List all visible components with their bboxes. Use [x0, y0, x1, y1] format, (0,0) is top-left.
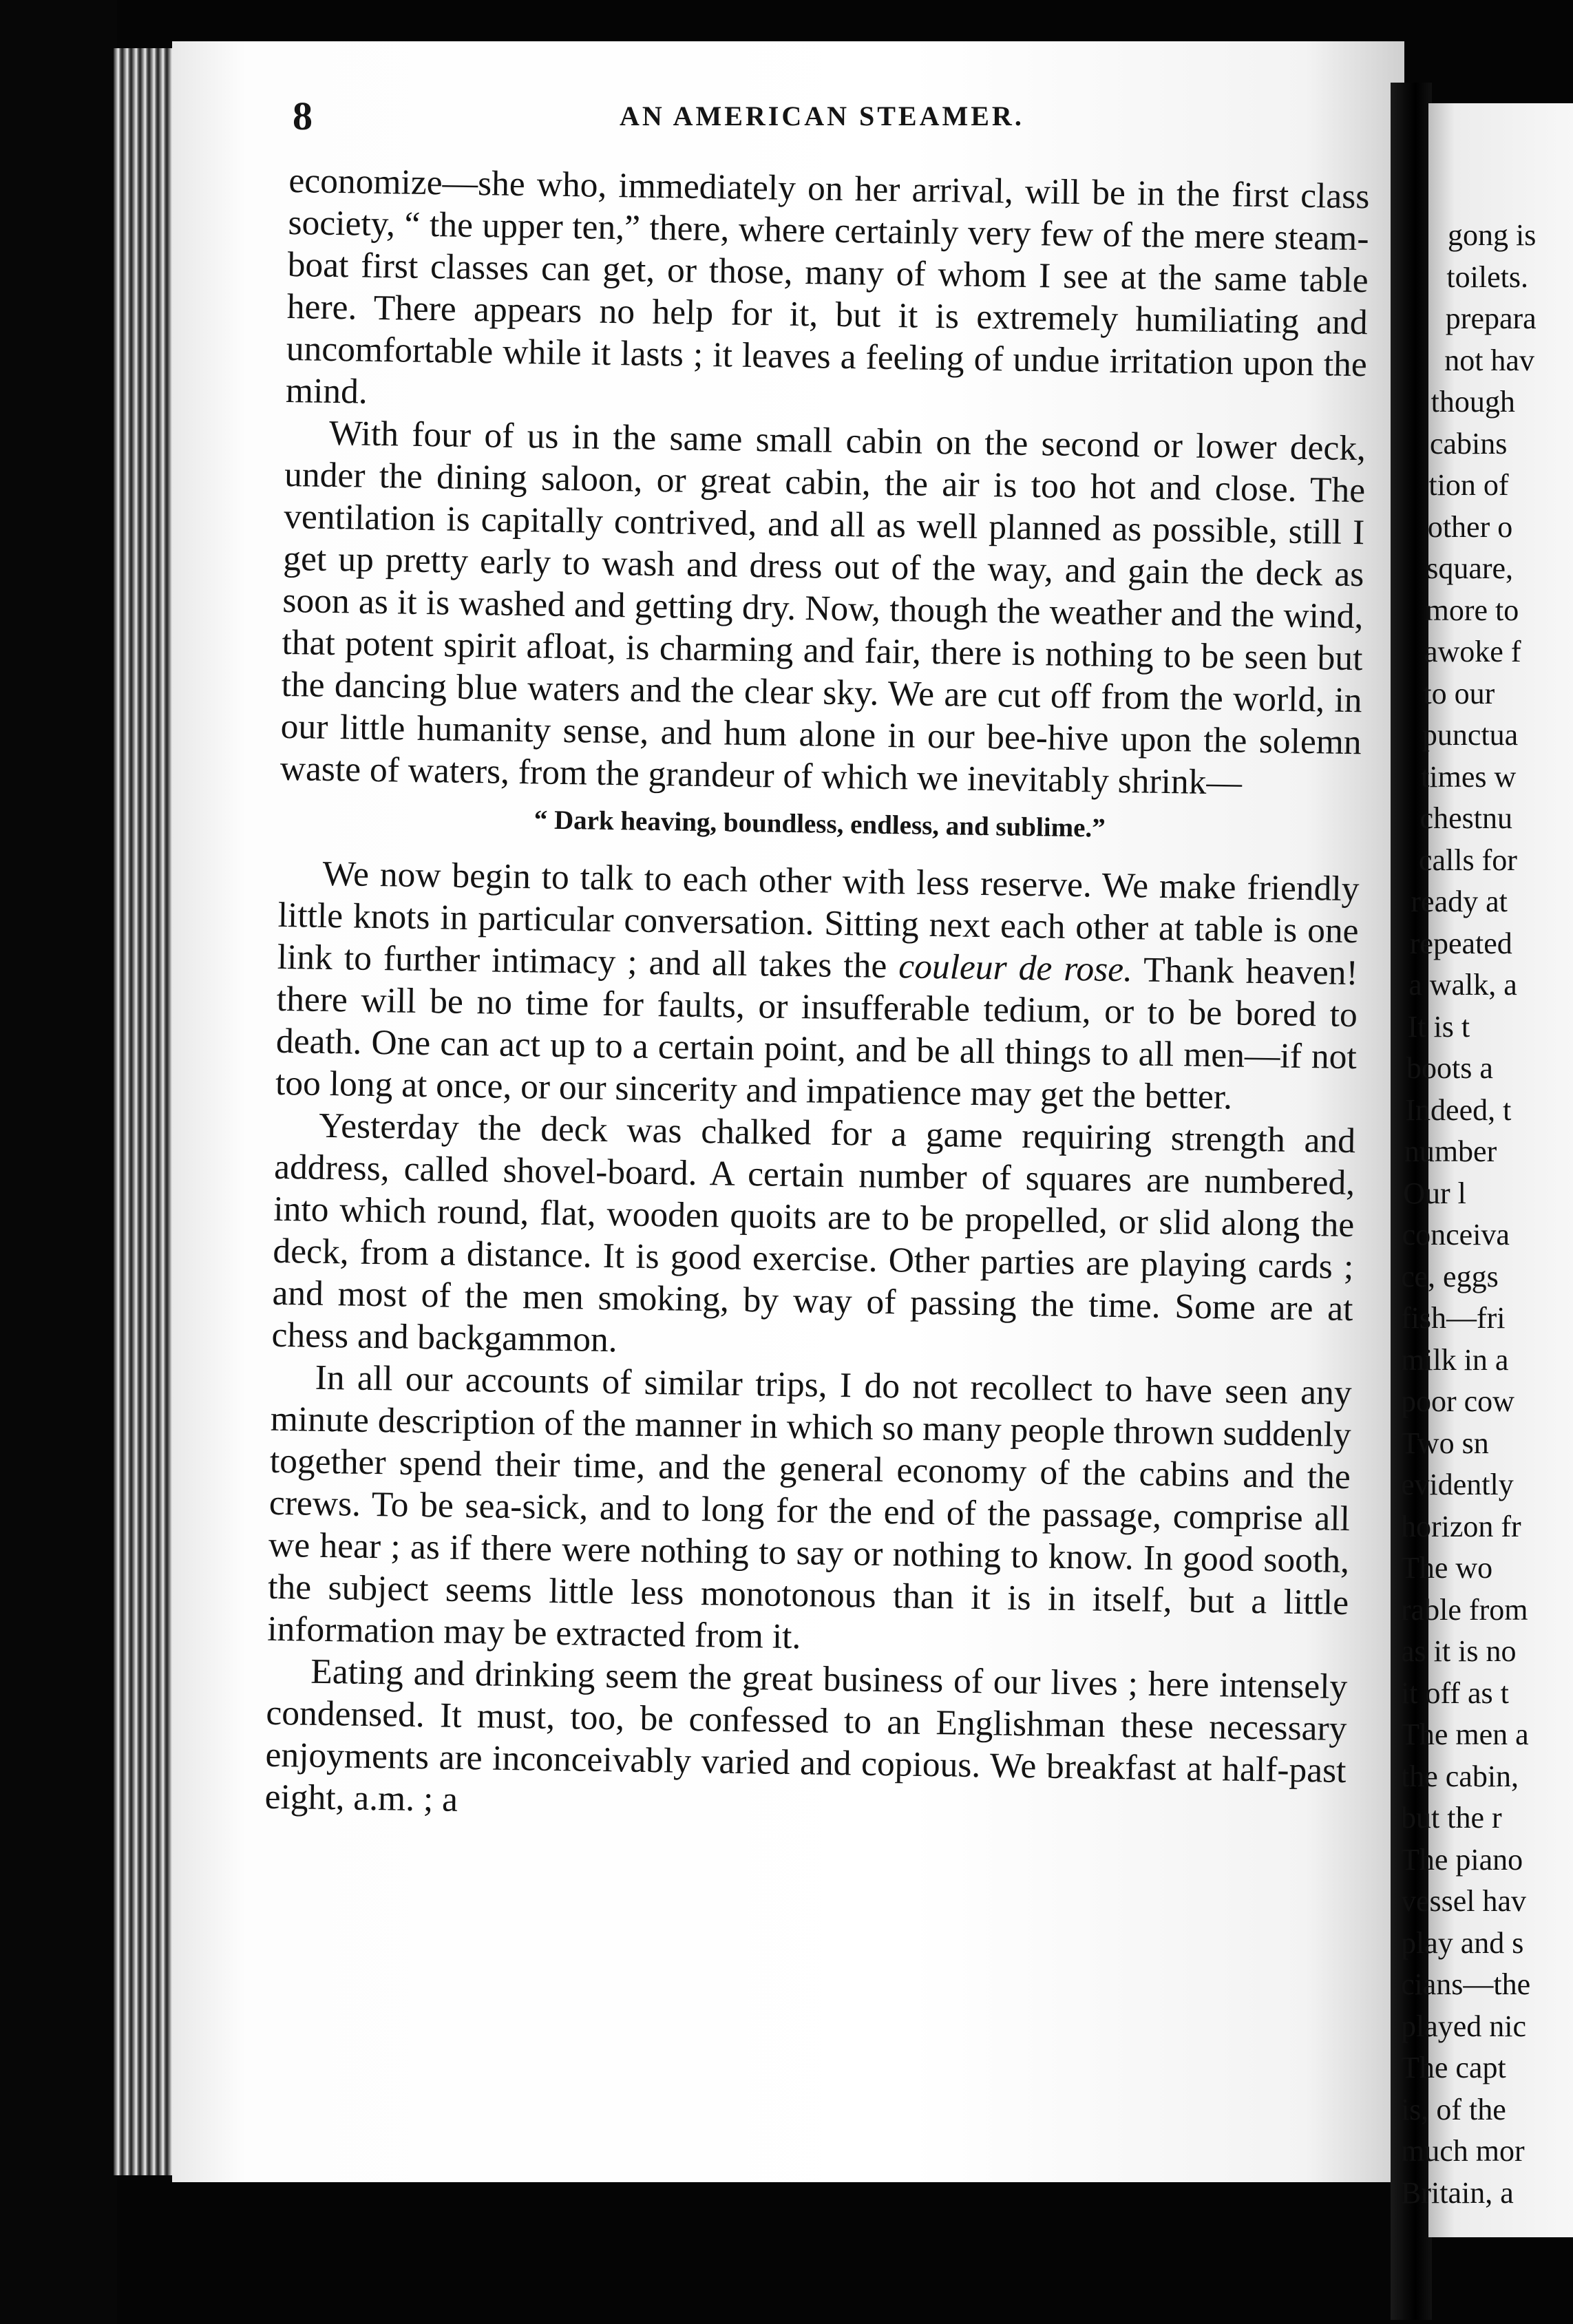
facing-page [1401, 103, 1573, 2237]
facing-page-line: is, of the [1401, 2092, 1506, 2126]
facing-page-line: much mor [1401, 2134, 1525, 2168]
facing-page-line: repeated [1409, 926, 1512, 960]
facing-page-line: chestnu [1419, 801, 1513, 835]
scan-border [0, 0, 117, 2324]
body-text [264, 160, 1370, 1834]
facing-page-line: toilets. [1446, 260, 1528, 294]
facing-page-line: more to [1425, 593, 1519, 627]
facing-page-line: poor cow [1401, 1384, 1514, 1418]
paragraph-4: Yesterday the deck was chalked for a game requiring strength and address, called shovel-board. A certain number of squares are numbered, into which round, flat, wooden quoits are to be propelled, or slid along the deck, from a distance. It is good exercise. Other parties are playing cards ; and most of the men smoking, by way of passing the time. Some are at chess and backgammon. [271, 1106, 1356, 1360]
facing-page-line: fish—fri [1401, 1301, 1506, 1335]
page-number: 8 [293, 94, 313, 138]
facing-page-line: It is t [1407, 1009, 1470, 1044]
facing-page-line: play and s [1401, 1925, 1524, 1960]
facing-page-line: evidently [1401, 1468, 1514, 1501]
facing-page-line: a walk, a [1408, 968, 1517, 1002]
facing-page-line: square, [1426, 551, 1514, 585]
facing-page-line: cabins [1430, 426, 1508, 461]
facing-page-line: conceiva [1402, 1218, 1510, 1251]
facing-page-line: to our [1423, 676, 1495, 710]
facing-page-line: The piano [1401, 1842, 1523, 1877]
block-quote: “ Dark heaving, boundless, endless, and sublime.” [534, 805, 1106, 843]
facing-page-line: Britain, a [1401, 2175, 1514, 2210]
facing-page-line: other o [1427, 509, 1513, 544]
facing-page-line: The men a [1401, 1718, 1529, 1751]
facing-page-line: horizon fr [1401, 1509, 1521, 1543]
paragraph-3-italic: couleur de rose. [898, 947, 1133, 990]
paragraph-2: With four of us in the same small cabin on the second or lower deck, under the dining saloon, or great cabin, the air is too hot and close. The ventilation is capitally contrived, and all as well planned as possible, still I get up pretty early to wash and dress out of the way, and gain the deck as soon as it is washed and getting dry. Now, though the weather and the wind, that potent spirit afloat, is charming and fair, there is nothing to be seen but the dancing blue waters and the clear sky. We are cut off from the world, in our little humanity sense, and hum alone in our bee-hive upon the solemn waste of waters, from the grandeur of which we inevitably shrink— [279, 413, 1366, 803]
facing-page-line: rable from [1401, 1592, 1528, 1627]
facing-page-line: times w [1421, 759, 1517, 794]
facing-page-line: vessel hav [1401, 1884, 1527, 1918]
facing-page-line: tion of [1428, 468, 1509, 502]
facing-page-line: Two sn [1401, 1426, 1489, 1460]
page-header [0, 93, 1404, 138]
facing-page-line: gong is [1448, 218, 1537, 252]
facing-page-line: calls for [1419, 843, 1517, 877]
facing-page-line: ce, eggs [1401, 1259, 1499, 1293]
page-stack-edge [114, 48, 179, 2175]
facing-page-line: ready at [1411, 885, 1508, 918]
facing-page-line: prepara [1445, 302, 1537, 335]
paragraph-1: economize—she who, immediately on her arrival, will be in the first class society, “ the upper ten,” there, where certainly very few of the mere steam-boat first classes can get, or those, many of whom I see at the same table here. There appears no help for it, but it is extremely humiliating and uncomfortable while it lasts ; it leaves a feeling of undue irritation upon the mind. [285, 160, 1370, 412]
facing-page-line: but the r [1401, 1801, 1502, 1835]
facing-page-line: played nic [1401, 2009, 1527, 2043]
facing-page-line: boots a [1406, 1051, 1493, 1085]
facing-page-line: it off as t [1401, 1676, 1509, 1710]
facing-page-line: awoke f [1424, 635, 1521, 668]
facing-page-line: though [1431, 385, 1515, 419]
paragraph-3-text-a: We now begin to talk to each other with less reserve. We make friendly little knots in particular conversation. Sitting next each other at table is one link to further intimacy ; and all takes the [277, 854, 1360, 986]
facing-page-line: Our l [1403, 1176, 1466, 1210]
facing-page-line: as it is no [1401, 1634, 1517, 1668]
paragraph-6: Eating and drinking seem the great business of our lives ; here intensely condensed. It must, too, be confessed to an Englishman these necessary enjoyments are inconceivably varied and copious. We breakfast at half-past eight, a.m. ; a [264, 1651, 1348, 1819]
paragraph-5: In all our accounts of similar trips, I do not recollect to have seen any minute description of the manner in which so many people thrown suddenly together spend their time, and the general economy of the cabins and the crews. To be sea-sick, and to long for the end of the passage, comprise all we hear ; as if there were nothing to say or nothing to know. In good sooth, the subject seems little less monotonous than it is in itself, but a little information may be extracted from it. [266, 1358, 1353, 1657]
facing-page-line: not hav [1444, 343, 1534, 377]
facing-page-line: punctua [1422, 718, 1519, 752]
facing-page-line: milk in a [1401, 1342, 1509, 1377]
paragraph-3 [275, 852, 1360, 1120]
facing-page-line: number [1404, 1134, 1497, 1168]
facing-page-line: Indeed, t [1405, 1092, 1512, 1127]
facing-page-line: The wo [1401, 1551, 1493, 1585]
facing-page-line: cians—the [1401, 1967, 1531, 2001]
facing-page-line: The capt [1401, 2051, 1506, 2084]
paragraph-3-text-b: Thank heaven! there will be no time for faults, or insufferable tedium, or to be bored to death. One can act up to a certain point, and be all things to all men—if not too long at once, or our sincerity and impatience may get the better. [275, 950, 1359, 1117]
facing-page-line: the cabin, [1401, 1759, 1519, 1793]
running-head: AN AMERICAN STEAMER. [620, 101, 1024, 131]
